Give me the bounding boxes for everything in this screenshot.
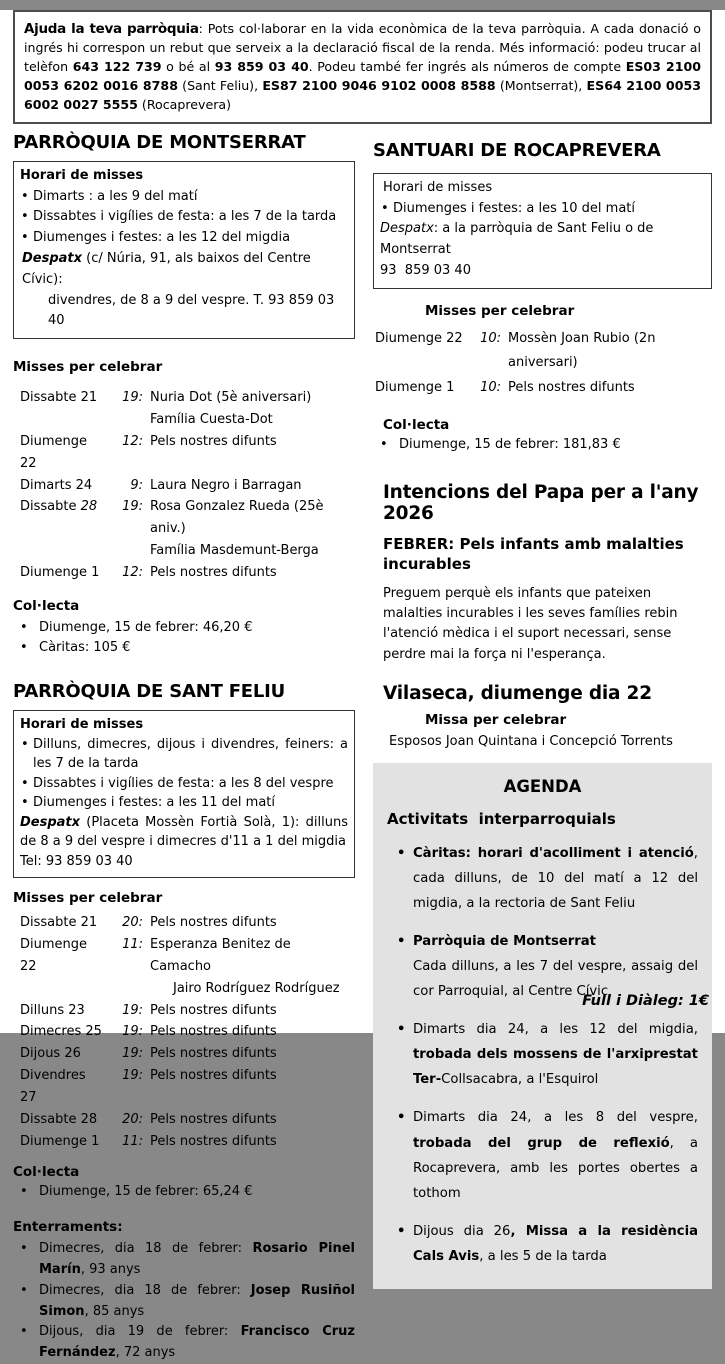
- mass-day: Diumenge 1: [375, 380, 455, 396]
- enterraments-heading: Enterraments:: [13, 1219, 123, 1236]
- agenda-item: • Dijous dia 26, Missa a la residència Cals Avis, a les 5 de la tarda: [387, 1219, 698, 1269]
- mass-time: 19:: [122, 1024, 143, 1040]
- mass-row: [20, 431, 355, 475]
- mass-intention: Pels nostres difunts: [150, 915, 277, 931]
- agenda-item: • Càritas: horari d'acolliment i atenció, cada dilluns, de 10 del matí a 12 del migdia, a la rectoria de Sant Feliu: [387, 841, 698, 916]
- agenda-item: • Dimarts dia 24, a les 12 del migdia, trobada dels mossens de l'arxiprestat Ter-Collsacabra, a l'Esquirol: [387, 1017, 698, 1092]
- mass-intention: Pels nostres difunts: [150, 433, 277, 449]
- mass-row: [20, 496, 355, 540]
- enterraments-list: [13, 1239, 355, 1364]
- rocaprevera-tel: 93 859 03 40: [380, 263, 471, 278]
- intencions-title: Intencions del Papa per a l'any 2026: [383, 481, 699, 524]
- santfeliu-masses-heading: Misses per celebrar: [13, 890, 163, 907]
- montserrat-horari-item: • Dissabtes i vigílies de festa: a les 7 de la tarda: [20, 207, 348, 228]
- santfeliu-tel: Tel: 93 859 03 40: [20, 853, 133, 869]
- agenda-item: • Parròquia de Montserrat Cada dilluns, a les 7 del vespre, assaig del cor Parroquial, al Centre Cívic: [387, 929, 698, 1004]
- montserrat-masses-list: [13, 387, 355, 583]
- montserrat-collecta-list: [13, 618, 355, 660]
- santfeliu-title: PARRÒQUIA DE SANT FELIU: [13, 681, 286, 703]
- vilaseca-title: Vilaseca, diumenge dia 22: [383, 682, 652, 704]
- mass-day: Dissabte 28: [20, 499, 98, 515]
- santfeliu-horari-item: • Dilluns, dimecres, dijous i divendres, feiners: a les 7 de la tarda: [20, 735, 348, 774]
- agenda-item: • Dimarts dia 24, a les 8 del vespre, trobada del grup de reflexió, a Rocaprevera, amb les portes obertes a tothom: [387, 1105, 698, 1205]
- mass-intention: Família Masdemunt-Berga: [150, 542, 319, 558]
- rocaprevera-masses-list: [373, 327, 712, 401]
- mass-intention: Rosa Gonzalez Rueda (25è aniv.): [150, 499, 324, 537]
- collecta-item: • Diumenge, 15 de febrer: 181,83 €: [373, 435, 712, 456]
- mass-day: Diumenge 1: [20, 1133, 100, 1149]
- mass-intention: Jairo Rodríguez Rodríguez: [173, 980, 340, 996]
- montserrat-horari-box: [13, 161, 355, 339]
- rocaprevera-horari-title: Horari de misses: [383, 179, 493, 195]
- mass-intention: Família Cuesta-Dot: [150, 412, 273, 428]
- mass-day: Dilluns 23: [20, 1002, 85, 1018]
- donation-notice-box: [13, 10, 712, 124]
- mass-time: 11:: [122, 937, 143, 953]
- mass-row-continuation: [20, 409, 355, 431]
- montserrat-collecta-heading: Col·lecta: [13, 597, 80, 614]
- rocaprevera-title: SANTUARI DE ROCAPREVERA: [373, 139, 661, 161]
- mass-time: 12:: [122, 433, 143, 449]
- montserrat-horari-item: • Diumenges i festes: a les 12 del migdia: [20, 228, 348, 249]
- mass-time: 20:: [122, 1111, 143, 1127]
- rocaprevera-horari-box: [373, 173, 712, 289]
- mass-day: Dimecres 25: [20, 1024, 102, 1040]
- rocaprevera-collecta-list: [373, 435, 712, 456]
- vilaseca-masses-heading: Missa per celebrar: [425, 711, 567, 728]
- santfeliu-horari-item: • Diumenges i festes: a les 11 del matí: [20, 793, 348, 813]
- santfeliu-masses-list: [13, 912, 355, 1152]
- mass-intention: Pels nostres difunts: [150, 1068, 277, 1084]
- mass-time: 9:: [130, 477, 143, 493]
- mass-time: 19:: [122, 1002, 143, 1018]
- collecta-item: • Càritas: 105 €: [13, 638, 355, 659]
- mass-day: Dimarts 24: [20, 477, 93, 493]
- mass-intention: Pels nostres difunts: [150, 1002, 277, 1018]
- mass-row: [375, 327, 712, 376]
- bulletin-page: [0, 10, 725, 1361]
- intencions-subtitle: FEBRER: Pels infants amb malalties incurables: [383, 534, 684, 573]
- mass-time: 19:: [122, 1068, 143, 1084]
- right-column: [373, 130, 712, 1364]
- mass-intention: Pels nostres difunts: [150, 564, 277, 580]
- mass-row: [20, 1131, 355, 1153]
- mass-time: 19:: [122, 1046, 143, 1062]
- donation-notice-title: Ajuda la teva parròquia: [24, 21, 199, 37]
- mass-row: [20, 934, 355, 978]
- mass-row: [20, 1043, 355, 1065]
- enterrament-item: • Dijous, dia 19 de febrer: Francisco Cruz Fernández, 72 anys: [13, 1322, 355, 1364]
- mass-time: 19:: [122, 390, 143, 406]
- mass-row: [20, 1000, 355, 1022]
- donation-notice-body: : Pots col·laborar en la vida econòmica de la teva parròquia. A cada donació o ingrés hi correspon un rebut que serveix a la declaració fiscal de la renda. Més informació: podeu trucar al telèfon 643 122 739 o bé al 93 859 03 40. Podeu també fer ingrés als números de compte ES03 2100 0053 6202 0016 8788 (Sant Feliu), ES87 2100 9046 9102 0008 8588 (Montserrat), ES64 2100 0053 6002 0027 5555 (Rocaprevera): [24, 21, 701, 112]
- rocaprevera-collecta-heading: Col·lecta: [383, 416, 450, 433]
- agenda-subtitle: Activitats interparroquials: [387, 809, 616, 828]
- santfeliu-despatx: Despatx (Placeta Mossèn Fortià Solà, 1): dilluns de 8 a 9 del vespre i dimecres d'11 a 1 del migdia: [20, 814, 348, 850]
- mass-time: 20:: [122, 915, 143, 931]
- mass-time: 11:: [122, 1133, 143, 1149]
- mass-row: [20, 912, 355, 934]
- montserrat-despatx-line1: Despatx (c/ Núria, 91, als baixos del Centre Cívic):: [22, 251, 311, 287]
- santfeliu-horari-box: [13, 710, 355, 878]
- mass-row-continuation: [20, 978, 355, 1000]
- mass-intention: Pels nostres difunts: [150, 1024, 277, 1040]
- mass-row: [20, 387, 355, 409]
- mass-intention: Pels nostres difunts: [150, 1133, 277, 1149]
- santfeliu-horari-title: Horari de misses: [20, 717, 144, 733]
- enterrament-item: • Dimecres, dia 18 de febrer: Josep Rusiñol Simon, 85 anys: [13, 1281, 355, 1323]
- mass-day: Divendres 27: [20, 1068, 86, 1105]
- rocaprevera-horari-item: • Diumenges i festes: a les 10 del matí: [380, 199, 705, 220]
- collecta-item: • Diumenge, 15 de febrer: 65,24 €: [13, 1182, 355, 1203]
- montserrat-horari-item: • Dimarts : a les 9 del matí: [20, 187, 348, 208]
- mass-row: [20, 1065, 355, 1109]
- mass-day: Diumenge 22: [20, 937, 88, 974]
- mass-intention: Nuria Dot (5è aniversari): [150, 390, 312, 406]
- enterrament-item: • Dimecres, dia 18 de febrer: Rosario Pinel Marín, 93 anys: [13, 1239, 355, 1281]
- mass-row: [20, 562, 355, 584]
- montserrat-masses-heading: Misses per celebrar: [13, 359, 163, 376]
- santfeliu-collecta-heading: Col·lecta: [13, 1164, 80, 1181]
- left-column: [13, 130, 355, 1364]
- santfeliu-horari-item: • Dissabtes i vigílies de festa: a les 8 del vespre: [20, 774, 348, 794]
- price-note: Full i Diàleg: 1€: [582, 993, 709, 1009]
- collecta-item: • Diumenge, 15 de febrer: 46,20 €: [13, 618, 355, 639]
- mass-intention: Esperanza Benitez de Camacho: [150, 937, 291, 974]
- mass-day: Dissabte 28: [20, 1111, 98, 1127]
- mass-day: Dissabte 21: [20, 390, 98, 406]
- mass-day: Diumenge 22: [375, 330, 463, 346]
- mass-day: Dissabte 21: [20, 915, 98, 931]
- mass-row: [20, 1109, 355, 1131]
- montserrat-despatx-line2: divendres, de 8 a 9 del vespre. T. 93 859 03 40: [48, 292, 335, 329]
- mass-time: 12:: [122, 564, 143, 580]
- mass-time: 10:: [480, 380, 501, 396]
- mass-row: [20, 1021, 355, 1043]
- mass-intention: Pels nostres difunts: [150, 1111, 277, 1127]
- mass-intention: Pels nostres difunts: [150, 1046, 277, 1062]
- mass-row: [20, 475, 355, 497]
- mass-day: Dijous 26: [20, 1046, 81, 1062]
- mass-row-continuation: [20, 540, 355, 562]
- agenda-title: AGENDA: [503, 776, 582, 796]
- mass-day: Diumenge 1: [20, 564, 100, 580]
- mass-intention: Pels nostres difunts: [508, 380, 635, 396]
- mass-intention: Laura Negro i Barragan: [150, 477, 302, 493]
- rocaprevera-despatx: Despatx: a la parròquia de Sant Feliu o de Montserrat: [380, 221, 654, 258]
- mass-time: 10:: [480, 330, 501, 346]
- vilaseca-mass-text: Esposos Joan Quintana i Concepció Torrents: [389, 733, 673, 749]
- santfeliu-collecta-list: [13, 1182, 355, 1203]
- content-columns: [0, 130, 725, 1364]
- mass-time: 19:: [122, 499, 143, 515]
- rocaprevera-masses-heading: Misses per celebrar: [425, 302, 575, 319]
- mass-day: Diumenge 22: [20, 433, 88, 471]
- agenda-box: [373, 763, 712, 1289]
- mass-row: [375, 376, 712, 401]
- montserrat-horari-title: Horari de misses: [20, 167, 144, 183]
- montserrat-title: PARRÒQUIA DE MONTSERRAT: [13, 131, 306, 153]
- mass-intention: Mossèn Joan Rubio (2n aniversari): [508, 330, 656, 371]
- intencions-body: Preguem perquè els infants que pateixen malalties incurables i les seves famílies rebin l'atenció mèdica i el suport necessari, sense perdre mai la força ni l'esperança.: [383, 586, 678, 662]
